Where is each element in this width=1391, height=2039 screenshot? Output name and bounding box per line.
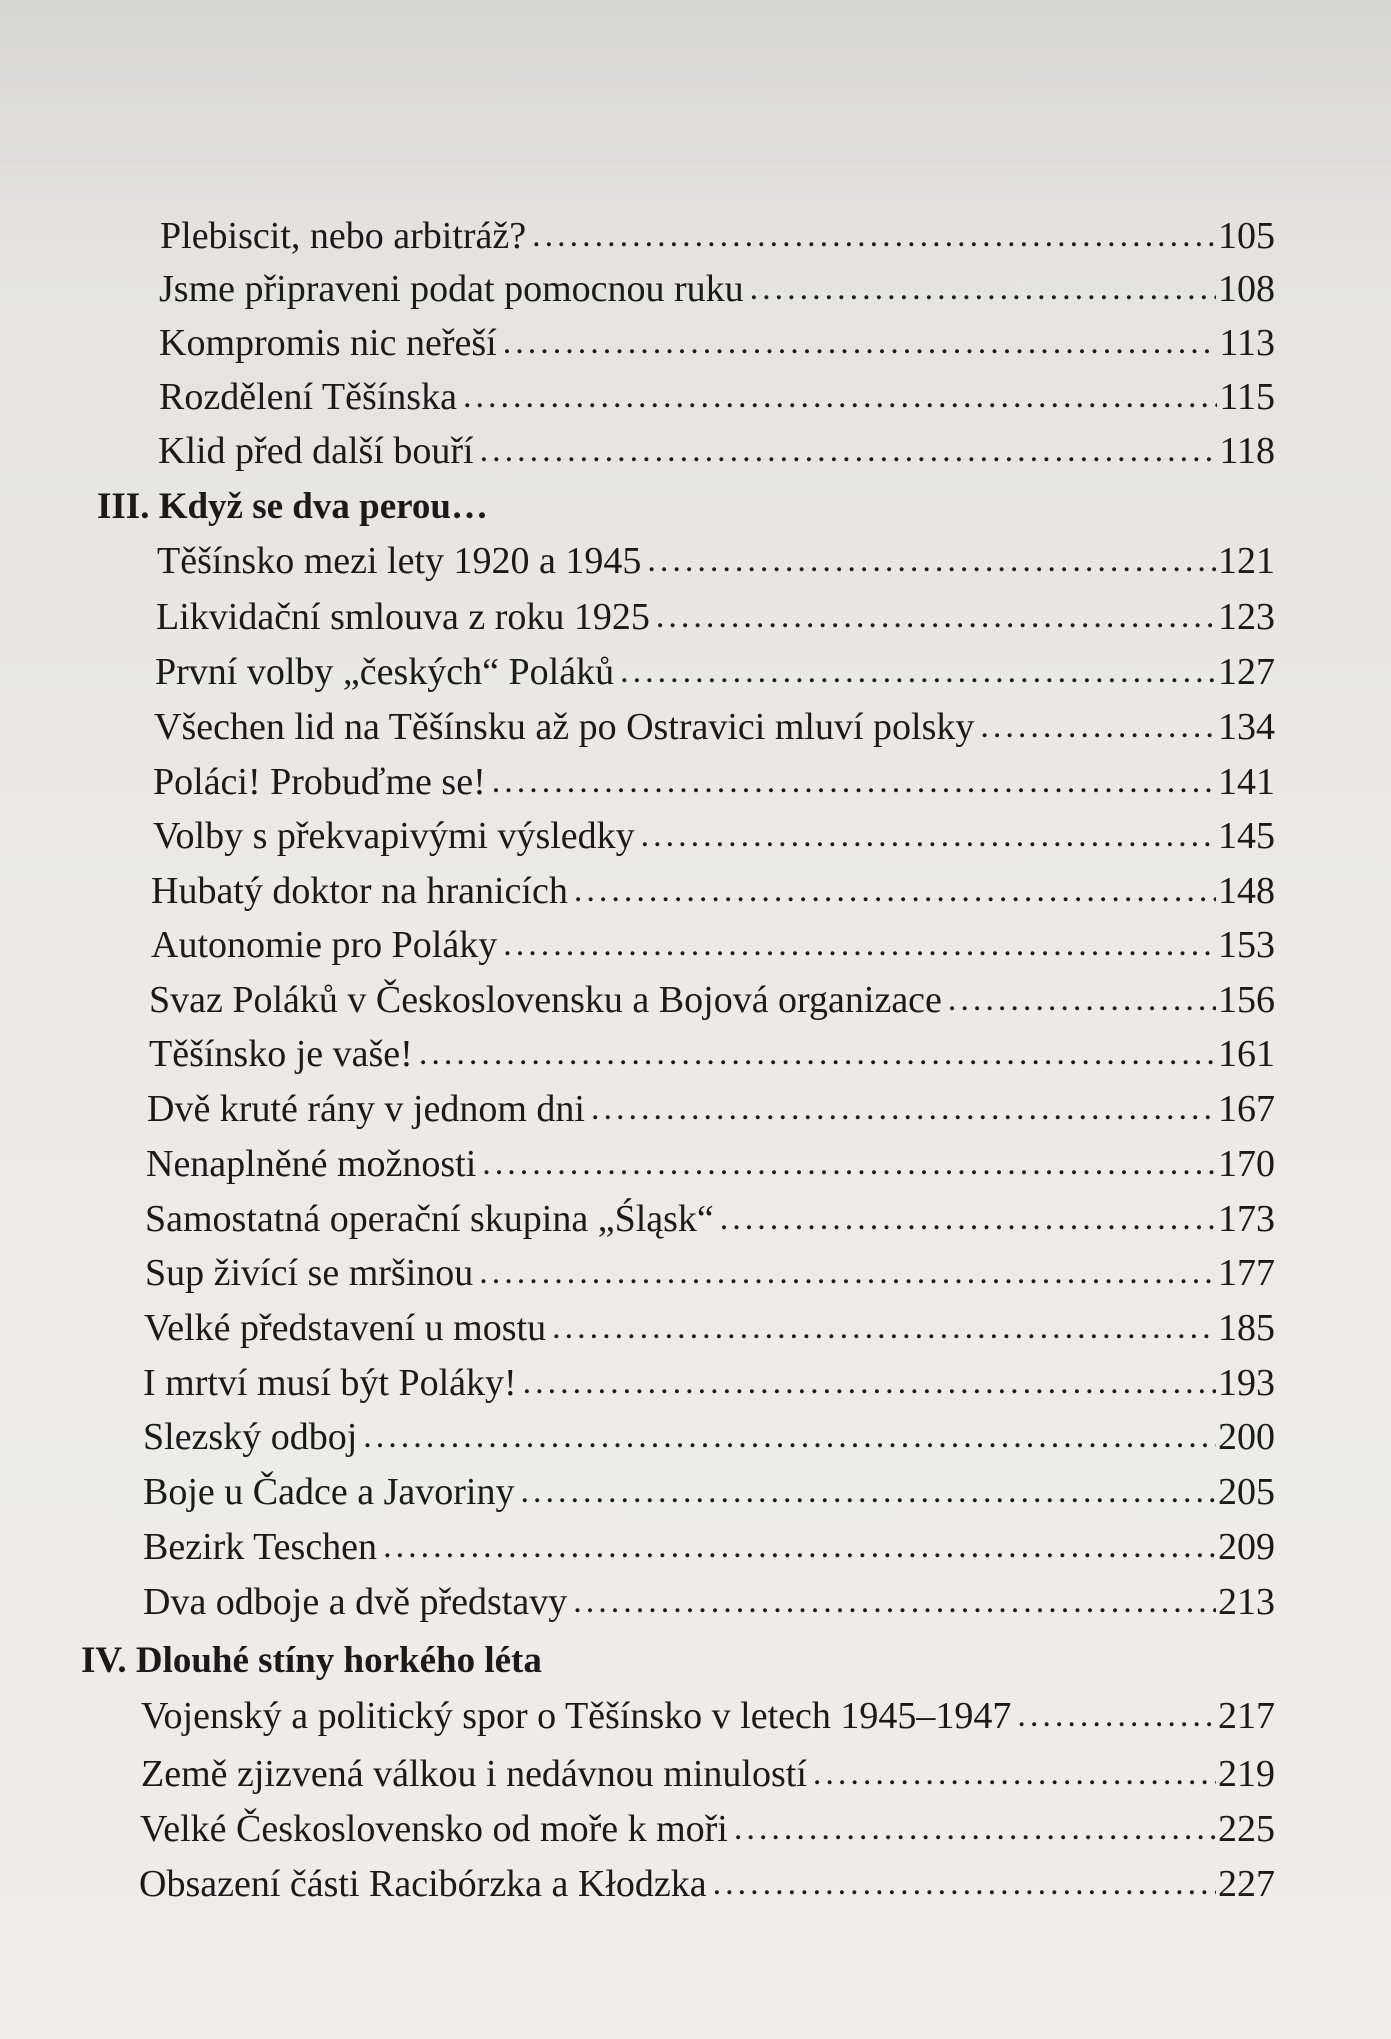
toc-entry[interactable]: [158, 424, 1275, 478]
toc-entry-title: Dva odboje a dvě představy: [143, 1581, 568, 1623]
toc-entry-page: 145: [1218, 815, 1275, 857]
toc-entry-title: Samostatná operační skupina „Śląsk“: [145, 1198, 714, 1240]
toc-entry[interactable]: [147, 1082, 1275, 1136]
toc-entry[interactable]: [156, 590, 1275, 644]
toc-entry[interactable]: [159, 316, 1275, 370]
toc-leader-dots: [520, 1465, 1216, 1519]
toc-entry-title: Klid před další bouří: [158, 430, 474, 472]
toc-entry-page: 161: [1218, 1033, 1275, 1075]
toc-entry-page: 219: [1218, 1753, 1275, 1795]
toc-entry-page: 118: [1219, 430, 1275, 472]
toc-entry-title: Jsme připraveni podat pomocnou ruku: [159, 268, 744, 310]
toc-entry-title: Kompromis nic neřeší: [159, 322, 497, 364]
toc-entry-page: 205: [1218, 1471, 1275, 1513]
toc-entry[interactable]: [159, 262, 1275, 316]
toc-entry-title: Velké představení u mostu: [144, 1307, 547, 1349]
toc-entry-page: 127: [1218, 651, 1275, 693]
toc-entry[interactable]: [151, 918, 1275, 972]
toc-leader-dots: [383, 1520, 1216, 1574]
toc-entry[interactable]: [143, 1465, 1275, 1519]
toc-leader-dots: [591, 1082, 1216, 1136]
toc-entry-title: Nenaplněné možnosti: [146, 1143, 477, 1185]
toc-entry-page: 115: [1219, 376, 1275, 418]
toc-entry-page: 209: [1218, 1526, 1275, 1568]
toc-entry-title: Likvidační smlouva z roku 1925: [156, 596, 650, 638]
toc-leader-dots: [532, 209, 1216, 263]
toc-entry[interactable]: [140, 1802, 1275, 1856]
toc-entry-page: 193: [1218, 1362, 1275, 1404]
toc-entry-title: Těšínsko mezi lety 1920 a 1945: [157, 540, 642, 582]
toc-entry[interactable]: [146, 1137, 1275, 1191]
toc-leader-dots: [948, 973, 1216, 1027]
toc-entry[interactable]: [151, 864, 1275, 918]
toc-entry-page: 123: [1218, 596, 1275, 638]
toc-entry-page: 225: [1218, 1808, 1275, 1850]
toc-entry-title: Země zjizvená válkou i nedávnou minulostí: [141, 1753, 807, 1795]
toc-leader-dots: [647, 534, 1216, 588]
toc-entry-page: 167: [1218, 1088, 1275, 1130]
toc-entry[interactable]: [143, 1520, 1275, 1574]
toc-entry-page: 121: [1218, 540, 1275, 582]
toc-entry-title: Poláci! Probuďme se!: [153, 761, 486, 803]
toc-entry-title: Boje u Čadce a Javoriny: [143, 1471, 515, 1513]
toc-entry-title: Všechen lid na Těšínsku až po Ostravici mluví polsky: [154, 706, 975, 748]
toc-entry-page: 156: [1218, 979, 1275, 1021]
toc-leader-dots: [656, 590, 1216, 644]
toc-entry[interactable]: [143, 1575, 1275, 1629]
toc-entry[interactable]: [143, 1410, 1275, 1464]
toc-entry-page: 200: [1218, 1416, 1275, 1458]
toc-entry[interactable]: [145, 1192, 1275, 1246]
toc-entry[interactable]: [141, 1747, 1275, 1801]
toc-leader-dots: [750, 262, 1216, 316]
toc-entry-title: Bezirk Teschen: [143, 1526, 378, 1568]
toc-entry-page: 173: [1218, 1198, 1275, 1240]
toc-leader-dots: [980, 700, 1216, 754]
toc-entry-page: 213: [1218, 1581, 1275, 1623]
toc-entry-title: Těšínsko je vaše!: [149, 1033, 413, 1075]
toc-entry-page: 113: [1219, 322, 1275, 364]
toc-entry-page: 177: [1218, 1252, 1275, 1294]
toc-entry-page: 141: [1218, 761, 1275, 803]
toc-entry[interactable]: [159, 370, 1275, 424]
toc-entry-title: Plebiscit, nebo arbitráž?: [160, 215, 527, 257]
toc-entry-title: Autonomie pro Poláky: [151, 924, 498, 966]
toc-entry[interactable]: [145, 1246, 1275, 1300]
toc-entry-title: První volby „českých“ Poláků: [155, 651, 615, 693]
toc-entry[interactable]: [160, 209, 1275, 263]
toc-entry-title: Slezský odboj: [143, 1416, 358, 1458]
toc-entry[interactable]: [141, 1689, 1275, 1743]
toc-part-heading[interactable]: III. Když se dva perou…: [97, 486, 488, 527]
toc-leader-dots: [620, 645, 1216, 699]
toc-leader-dots: [813, 1747, 1216, 1801]
toc-leader-dots: [503, 918, 1216, 972]
toc-leader-dots: [523, 1356, 1216, 1410]
toc-entry-title: Rozdělení Těšínska: [159, 376, 457, 418]
toc-leader-dots: [720, 1192, 1216, 1246]
toc-entry-page: 134: [1218, 706, 1275, 748]
toc-entry[interactable]: [149, 1027, 1275, 1081]
toc-entry-page: 185: [1218, 1307, 1275, 1349]
toc-leader-dots: [492, 755, 1216, 809]
toc-entry-page: 170: [1218, 1143, 1275, 1185]
toc-leader-dots: [713, 1857, 1216, 1911]
toc-entry[interactable]: [157, 534, 1275, 588]
toc-entry-page: 105: [1218, 215, 1275, 257]
toc-leader-dots: [641, 809, 1216, 863]
toc-leader-dots: [482, 1137, 1216, 1191]
toc-entry-title: Svaz Poláků v Československu a Bojová organizace: [149, 979, 942, 1021]
toc-entry-page: 217: [1218, 1695, 1275, 1737]
toc-entry-title: Dvě kruté rány v jednom dni: [147, 1088, 585, 1130]
toc-leader-dots: [574, 864, 1216, 918]
toc-entry-title: Hubatý doktor na hranicích: [151, 870, 568, 912]
toc-leader-dots: [552, 1301, 1216, 1355]
toc-entry[interactable]: [153, 809, 1275, 863]
toc-entry-title: Sup živící se mršinou: [145, 1252, 474, 1294]
toc-entry[interactable]: [143, 1356, 1275, 1410]
toc-leader-dots: [363, 1410, 1216, 1464]
toc-leader-dots: [734, 1802, 1216, 1856]
toc-entry[interactable]: [149, 973, 1275, 1027]
toc-entry-title: Obsazení části Racibórzka a Kłodzka: [139, 1863, 707, 1905]
toc-entry[interactable]: [153, 755, 1275, 809]
toc-entry[interactable]: [144, 1301, 1275, 1355]
toc-entry-title: Velké Československo od moře k moři: [140, 1808, 728, 1850]
toc-entry-page: 148: [1218, 870, 1275, 912]
toc-entry-title: I mrtví musí být Poláky!: [143, 1362, 517, 1404]
toc-entry-title: Vojenský a politický spor o Těšínsko v letech 1945–1947: [141, 1695, 1012, 1737]
toc-entry-title: Volby s překvapivými výsledky: [153, 815, 635, 857]
toc-leader-dots: [503, 316, 1218, 370]
toc-leader-dots: [419, 1027, 1216, 1081]
toc-entry-page: 108: [1218, 268, 1275, 310]
toc-entry[interactable]: [139, 1857, 1275, 1911]
toc-part-heading[interactable]: IV. Dlouhé stíny horkého léta: [81, 1640, 542, 1681]
toc-leader-dots: [463, 370, 1217, 424]
toc-entry[interactable]: [154, 700, 1275, 754]
toc-leader-dots: [573, 1575, 1216, 1629]
toc-entry[interactable]: [155, 645, 1275, 699]
toc-leader-dots: [1017, 1689, 1216, 1743]
toc-entry-page: 153: [1218, 924, 1275, 966]
toc-leader-dots: [480, 424, 1218, 478]
toc-leader-dots: [479, 1246, 1216, 1300]
toc-entry-page: 227: [1218, 1863, 1275, 1905]
